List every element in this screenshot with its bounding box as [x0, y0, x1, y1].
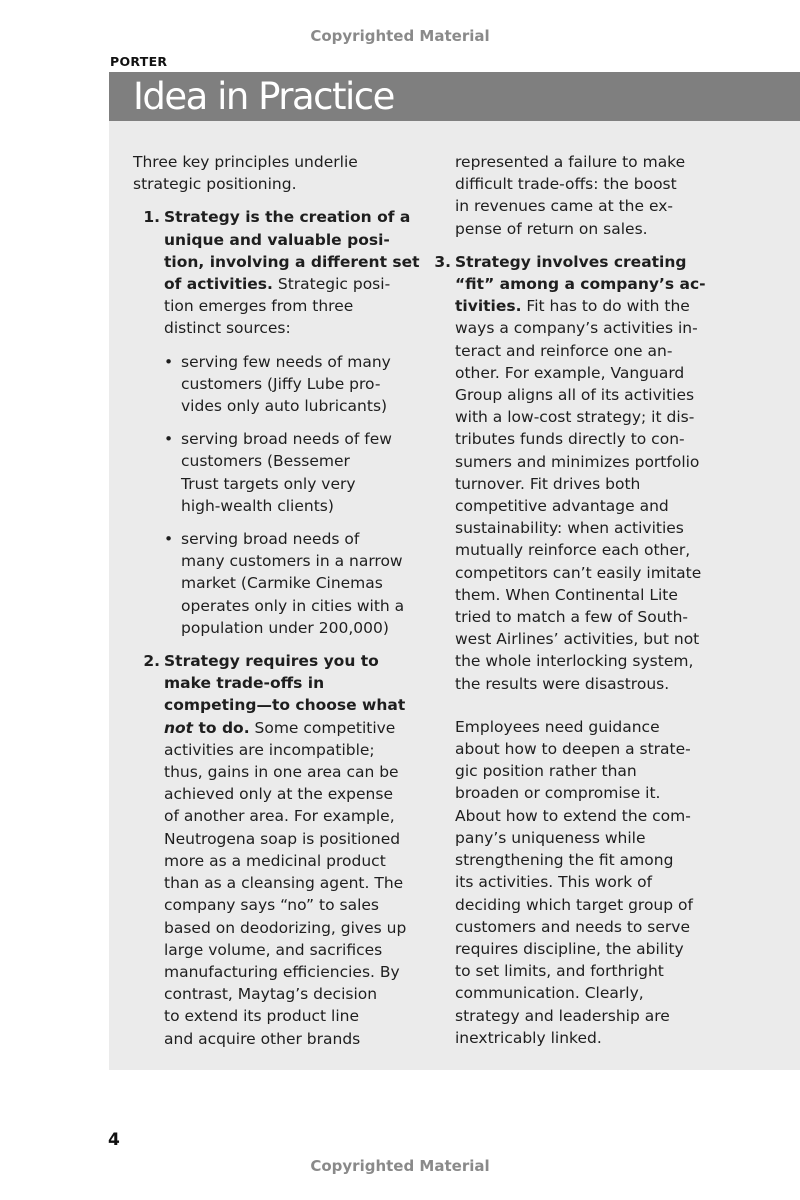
list-item [164, 528, 408, 639]
bullet-marker: • [164, 430, 174, 449]
continued-paragraph [455, 151, 705, 240]
text-line: high-wealth clients) [181, 496, 334, 515]
text-line: strategy and leadership are [455, 1006, 670, 1025]
text-line: teract and reinforce one an- [455, 341, 673, 360]
text-line: of another area. For example, [164, 807, 395, 826]
text-line: activities are incompatible; [164, 740, 375, 759]
mixed-line [455, 295, 705, 317]
lead-end: to do. [193, 718, 250, 737]
text-line: achieved only at the expense [164, 785, 393, 804]
text-line: gic position rather than [455, 762, 637, 781]
lead-line: competing—to choose what [164, 696, 406, 715]
text-line: Group aligns all of its activities [455, 386, 695, 405]
text-line: them. When Continental Lite [455, 585, 678, 604]
text-line: ways a company’s activities in- [455, 319, 698, 338]
text-line: strengthening the fit among [455, 851, 674, 870]
lead-line: Strategy is the creation of a [164, 208, 411, 227]
text-line: broaden or compromise it. [455, 784, 661, 803]
text-line: serving few needs of many [181, 352, 391, 371]
text-line: manufacturing efficiencies. By [164, 962, 400, 981]
text-line: based on deodorizing, gives up [164, 918, 407, 937]
text-line: Three key principles underlie [133, 153, 358, 171]
text-line: customers and needs to serve [455, 917, 690, 936]
text-line: its activities. This work of [455, 873, 653, 892]
text-line: west Airlines’ activities, but not [455, 630, 700, 649]
lead-line: unique and valuable posi- [164, 230, 390, 249]
text-line: distinct sources: [164, 319, 291, 338]
text-line: tributes funds directly to con- [455, 430, 685, 449]
text-line: in revenues came at the ex- [455, 197, 673, 216]
text-line: communication. Clearly, [455, 984, 644, 1003]
text-line: than as a cleansing agent. The [164, 874, 404, 893]
body-start: Some competitive [249, 718, 396, 737]
text-line: Neutrogena soap is positioned [164, 829, 401, 848]
text-line: to extend its product line [164, 1007, 360, 1026]
running-head: PORTER [110, 54, 168, 69]
intro-paragraph [133, 151, 408, 195]
text-line: Employees need guidance [455, 717, 660, 736]
text-line: many customers in a narrow [181, 552, 403, 571]
lead-end: of activities. [164, 275, 273, 294]
text-line: the whole interlocking system, [455, 652, 694, 671]
body-start: Strategic posi- [272, 275, 391, 294]
body-start: Fit has to do with the [521, 297, 690, 316]
text-line: pany’s uniqueness while [455, 828, 646, 847]
section-title: Idea in Practice [133, 75, 394, 118]
text-line: competitors can’t easily imitate [455, 563, 702, 582]
page-number: 4 [108, 1130, 120, 1150]
text-line: tion emerges from three [164, 297, 354, 316]
text-line: with a low-cost strategy; it dis- [455, 408, 695, 427]
mixed-line [164, 717, 408, 739]
text-line: more as a medicinal product [164, 851, 386, 870]
principle-1 [133, 206, 420, 339]
text-line: other. For example, Vanguard [455, 363, 685, 382]
bullet-marker: • [164, 530, 174, 549]
mixed-line [164, 273, 408, 295]
text-line: tried to match a few of South- [455, 608, 689, 627]
text-line: strategic positioning. [133, 175, 297, 194]
text-line: population under 200,000) [181, 618, 389, 637]
text-line: operates only in cities with a [181, 596, 405, 615]
text-line: thus, gains in one area can be [164, 763, 399, 782]
text-line: represented a failure to make [455, 153, 686, 171]
text-line: contrast, Maytag’s decision [164, 985, 378, 1004]
text-line: serving broad needs of [181, 530, 360, 549]
text-line: Trust targets only very [181, 474, 356, 493]
principle-2 [133, 650, 408, 1050]
text-line: serving broad needs of few [181, 430, 392, 449]
text-line: inextricably linked. [455, 1028, 602, 1047]
lead-line: make trade-offs in [164, 674, 325, 693]
text-line: to set limits, and forthright [455, 962, 664, 981]
emphasis-word: not [164, 718, 194, 737]
section-title-band [109, 72, 800, 121]
item-number: 3. [434, 252, 451, 271]
closing-paragraph [455, 716, 705, 1049]
text-line: customers (Jiffy Lube pro- [181, 374, 381, 393]
lead-line: “fit” among a company’s ac- [455, 275, 706, 294]
bullet-list [164, 351, 408, 639]
text-line: company says “no” to sales [164, 896, 379, 915]
text-line: difficult trade-offs: the boost [455, 175, 677, 194]
text-line: requires discipline, the ability [455, 939, 684, 958]
left-column [133, 151, 420, 1061]
lead-end: tivities. [455, 297, 522, 316]
list-item [164, 351, 408, 418]
text-line: competitive advantage and [455, 497, 669, 516]
text-line: About how to extend the com- [455, 806, 691, 825]
text-line: about how to deepen a strate- [455, 740, 691, 759]
item-number: 1. [143, 208, 160, 227]
principle-3 [424, 251, 705, 695]
text-line: mutually reinforce each other, [455, 541, 691, 560]
text-line: pense of return on sales. [455, 219, 648, 238]
item-number: 2. [143, 652, 160, 671]
text-line: large volume, and sacrifices [164, 940, 383, 959]
lead-line: Strategy requires you to [164, 652, 379, 671]
right-column [434, 151, 706, 1049]
text-line: turnover. Fit drives both [455, 474, 641, 493]
text-line: the results were disastrous. [455, 674, 670, 693]
text-line: market (Carmike Cinemas [181, 574, 383, 593]
lead-line: Strategy involves creating [455, 252, 687, 271]
list-item [164, 428, 408, 517]
watermark-bottom: Copyrighted Material [310, 1157, 490, 1175]
text-line: and acquire other brands [164, 1029, 361, 1048]
text-line: deciding which target group of [455, 895, 693, 914]
lead-line: tion, involving a different set [164, 252, 420, 271]
watermark-top: Copyrighted Material [310, 27, 490, 45]
text-line: sustainability: when activities [455, 519, 684, 538]
text-line: customers (Bessemer [181, 452, 350, 471]
text-line: sumers and minimizes portfolio [455, 452, 700, 471]
bullet-marker: • [164, 352, 174, 371]
text-line: vides only auto lubricants) [181, 397, 388, 416]
